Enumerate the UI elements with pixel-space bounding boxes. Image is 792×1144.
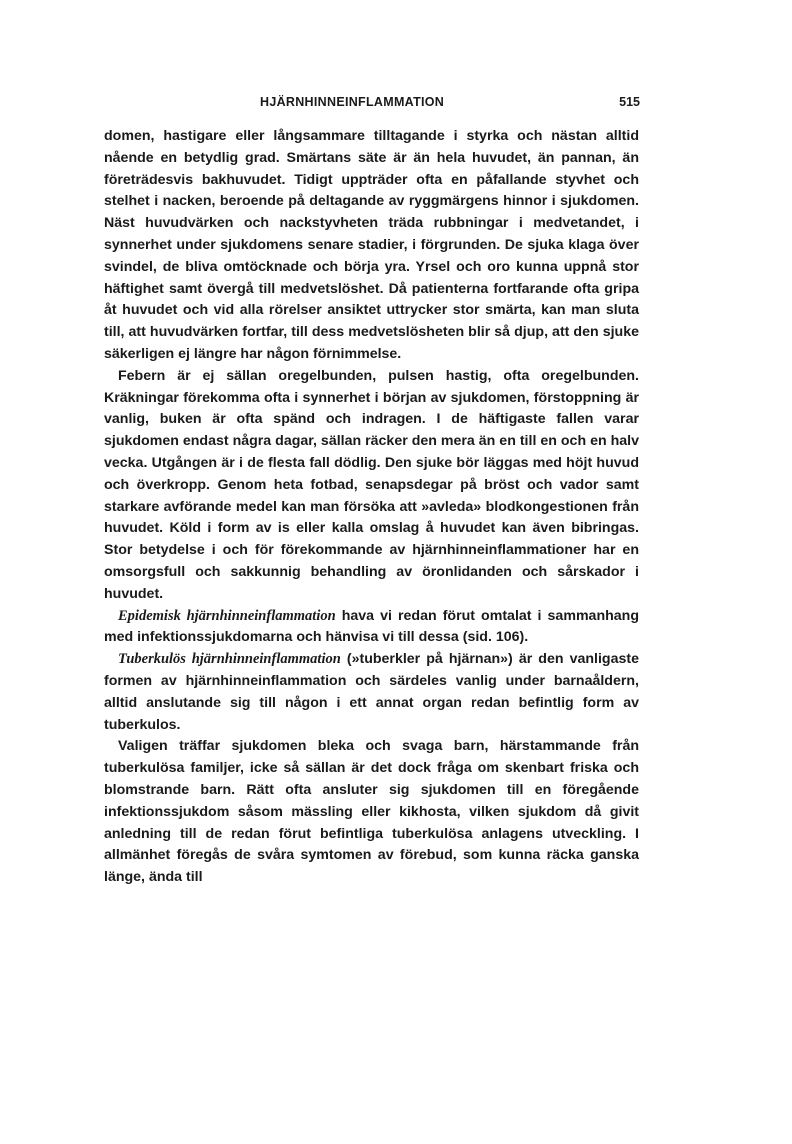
- paragraph-onset: [104, 736, 639, 889]
- paragraph-lead-term: Epidemisk hjärnhinneinflammation: [118, 607, 336, 624]
- page-number: 515: [619, 95, 640, 109]
- paragraph-lead-term: Tuberkulös hjärnhinneinflammation: [118, 651, 341, 668]
- running-header: [100, 95, 640, 115]
- paragraph-text: Febern är ej sällan oregelbunden, pulsen hastig, ofta oregelbunden. Kräkningar förekomma ofta i synnerhet i början av sjukdomen, förstoppning är vanlig, buken är ofta spänd och indragen. I de häftigaste fallen varar sjukdomen endast några dagar, sällan räcker den mera än en till en och en halv vecka. Utgången är i de flesta fall dödlig. Den sjuke bör läggas med höjt huvud och överkropp. Genom heta fotbad, senapsdegar på bröst och vador samt starkare avförande medel kan man försöka att »avleda» blodkongestionen från huvudet. Köld i form av is eller kalla omslag å huvudet kan även bibringas. Stor betydelse i och för förekommande av hjärnhinneinflammationer har en omsorgsfull och sakkunnig behandling av öronlidanden och sårskador i huvudet.: [104, 367, 639, 602]
- paragraph-text: Valigen träffar sjukdomen bleka och svaga barn, härstammande från tuberkulösa familjer, icke så sällan är det dock fråga om skenbart friska och blomstrande barn. Rätt ofta ansluter sig sjukdomen till en föregående infektionssjukdom såsom mässling eller kikhosta, vilken sjukdom då givit anledning till de redan förut befintliga tuberkulösa anlagens utveckling. I allmänhet föregås de svåra symtomen av förebud, som kunna räcka ganska länge, ända till: [104, 738, 639, 886]
- paragraph-text: (»tuberkler på hjärnan») är den vanligaste formen av hjärnhinneinflammation och särdeles vanlig under barnaåldern, alltid anslutande sig till någon i ett annat organ redan befintlig form av tuberkulos.: [104, 651, 639, 733]
- paragraph-continuation: [104, 126, 639, 366]
- paragraph-fever: [104, 366, 639, 606]
- paragraph-tuberculous: [104, 649, 639, 736]
- body-text: [104, 126, 639, 889]
- paragraph-text: domen, hastigare eller långsammare tilltagande i styrka och nästan alltid nående en betydlig grad. Smärtans säte är än hela huvudet, än pannan, än företrädesvis bakhuvudet. Tidigt uppträder ofta en påfallande styvhet och stelhet i nacken, beroende på deltagande av ryggmärgens hinnor i sjukdomen. Näst huvudvärken och nackstyvheten träda rubbningar i medvetandet, i synnerhet under sjukdomens senare stadier, i förgrunden. De sjuka klaga över svindel, de bliva omtöcknade och börja yra. Yrsel och oro kunna uppnå stor häftighet samt övergå till medvetslöshet. Då patienterna fortfarande ofta gripa åt huvudet och vid alla rörelser ansiktet uttrycker stor smärta, kan man sluta till, att huvudvärken fortfar, till dess medvetslösheten blir så djup, att den sjuke säkerligen ej längre har någon förnimmelse.: [104, 128, 639, 362]
- paragraph-text: hava vi redan förut omtalat i sammanhang med infektionssjukdomarna och hänvisa vi till dessa (sid. 106).: [104, 607, 640, 646]
- running-title: HJÄRNHINNEINFLAMMATION: [260, 95, 445, 109]
- paragraph-epidemic: [104, 606, 639, 650]
